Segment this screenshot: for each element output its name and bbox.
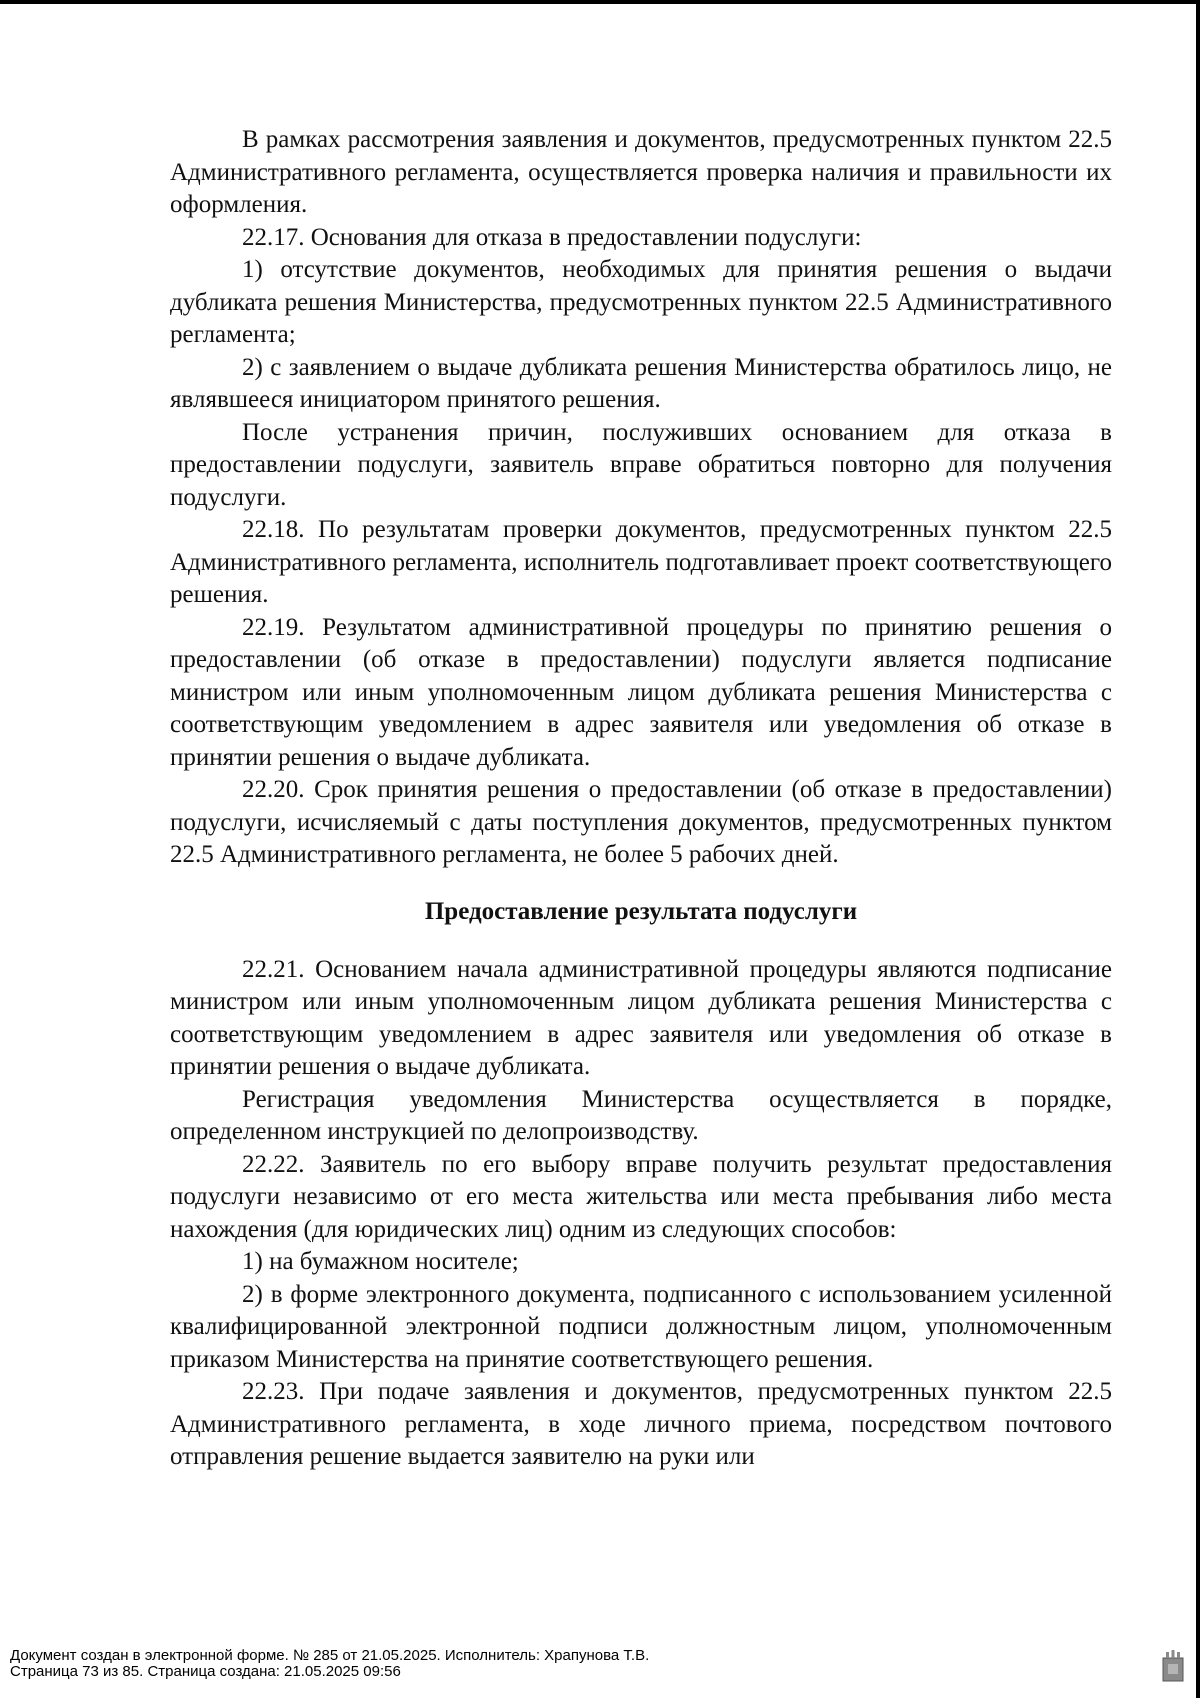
page-top-border bbox=[0, 0, 1200, 4]
paragraph: 22.23. При подаче заявления и документов, предусмотренных пунктом 22.5 Административного регламента, в ходе личного приема, посредством почтового отправления решение выдается заявителю на руки или bbox=[170, 1378, 1112, 1470]
emblem-icon bbox=[1162, 1648, 1184, 1682]
paragraph: 2) с заявлением о выдаче дубликата решения Министерства обратилось лицо, не являвшееся инициатором принятого решения. bbox=[170, 353, 1112, 413]
paragraph: 1) отсутствие документов, необходимых для принятия решения о выдачи дубликата решения Министерства, предусмотренных пунктом 22.5 Административного регламента; bbox=[170, 256, 1112, 348]
paragraph: 22.22. Заявитель по его выбору вправе получить результат предоставления подуслуги независимо от его места жительства или места пребывания либо места нахождения (для юридических лиц) одним из следующих способов: bbox=[170, 1150, 1112, 1243]
paragraph: 22.21. Основанием начала административной процедуры являются подписание министром или иным уполномоченным лицом дубликата решения Министерства с соответствующим уведомлением в адрес заявителя или уведомления об отказе в принятии решения о выдаче дубликата. bbox=[170, 955, 1112, 1080]
paragraph: 22.20. Срок принятия решения о предоставлении (об отказе в предоставлении) подуслуги, исчисляемый с даты поступления документов, предусмотренных пунктом 22.5 Административного регламента, не более 5 рабочих дней. bbox=[170, 776, 1112, 868]
page-right-border bbox=[1196, 0, 1200, 1698]
document-body bbox=[170, 124, 1112, 1474]
paragraph: После устранения причин, послуживших основанием для отказа в предоставлении подуслуги, заявитель вправе обратиться повторно для получения подуслуги. bbox=[170, 418, 1112, 511]
paragraph: 1) на бумажном носителе; bbox=[242, 1248, 519, 1275]
paragraph: В рамках рассмотрения заявления и документов, предусмотренных пунктом 22.5 Административного регламента, осуществляется проверка наличия и правильности их оформления. bbox=[170, 126, 1112, 218]
paragraph: 22.19. Результатом административной процедуры по принятию решения о предоставлении (об отказе в предоставлении) подуслуги является подписание министром или иным уполномоченным лицом дубликата решения Министерства с соответствующим уведомлением в адрес заявителя или уведомления об отказе в принятии решения о выдаче дубликата. bbox=[170, 613, 1112, 771]
paragraph: 2) в форме электронного документа, подписанного с использованием усиленной квалифицированной электронной подписи должностным лицом, уполномоченным приказом Министерства на принятие соответствующего решения. bbox=[170, 1280, 1112, 1373]
section-heading: Предоставление результата подуслуги bbox=[424, 897, 858, 925]
paragraph: 22.17. Основания для отказа в предоставлении подуслуги: bbox=[242, 223, 862, 251]
footer-page-info: Страница 73 из 85. Страница создана: 21.05.2025 09:56 bbox=[10, 1663, 401, 1680]
paragraph: Регистрация уведомления Министерства осуществляется в порядке, определенном инструкцией по делопроизводству. bbox=[170, 1085, 1112, 1145]
footer-document-info: Документ создан в электронной форме. № 285 от 21.05.2025. Исполнитель: Храпунова Т.В. bbox=[10, 1647, 650, 1664]
document-footer bbox=[10, 1648, 649, 1680]
paragraph: 22.18. По результатам проверки документов, предусмотренных пунктом 22.5 Административного регламента, исполнитель подготавливает проект соответствующего решения. bbox=[170, 516, 1112, 608]
